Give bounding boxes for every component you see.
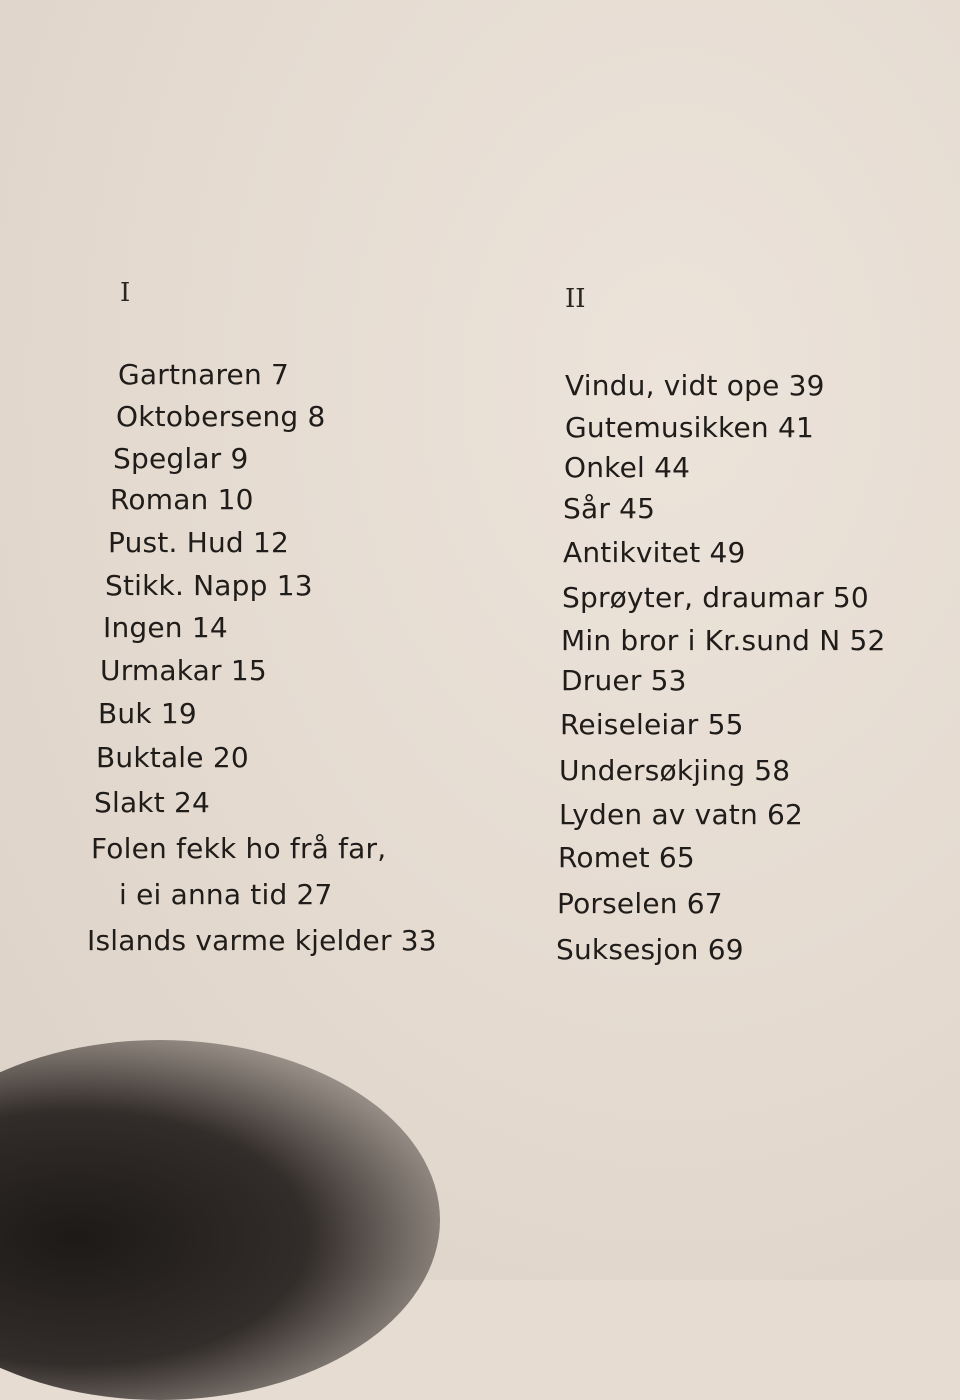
- toc-entry: Antikvitet 49: [563, 536, 746, 569]
- section-numeral-1: I: [120, 278, 131, 308]
- toc-entry: Romet 65: [558, 841, 695, 874]
- section-numeral-2: II: [565, 284, 586, 314]
- toc-entry: Suksesjon 69: [556, 933, 744, 966]
- toc-entry: Porselen 67: [557, 887, 723, 920]
- toc-entry: Druer 53: [561, 664, 687, 697]
- toc-entry: i ei anna tid 27: [119, 878, 333, 911]
- hand-shadow: [0, 1040, 440, 1400]
- toc-entry: Buk 19: [98, 697, 197, 730]
- toc-entry: Onkel 44: [564, 451, 691, 484]
- toc-entry: Sprøyter, draumar 50: [562, 581, 869, 614]
- toc-entry: Roman 10: [110, 483, 254, 516]
- toc-entry: Min bror i Kr.sund N 52: [561, 624, 886, 657]
- toc-entry: Folen fekk ho frå far,: [91, 832, 387, 865]
- toc-entry: Reiseleiar 55: [560, 708, 744, 741]
- toc-entry: Gutemusikken 41: [565, 411, 814, 444]
- toc-entry: Buktale 20: [96, 741, 249, 774]
- toc-entry: Stikk. Napp 13: [105, 569, 313, 602]
- toc-entry: Undersøkjing 58: [559, 754, 791, 787]
- toc-entry: Pust. Hud 12: [108, 526, 290, 559]
- toc-entry: Oktoberseng 8: [116, 400, 326, 433]
- toc-entry: Lyden av vatn 62: [559, 798, 804, 831]
- toc-entry: Islands varme kjelder 33: [87, 924, 437, 957]
- toc-entry: Urmakar 15: [100, 654, 267, 687]
- toc-entry: Slakt 24: [94, 786, 211, 819]
- toc-entry: Sår 45: [563, 492, 656, 525]
- toc-entry: Ingen 14: [103, 611, 228, 644]
- toc-entry: Gartnaren 7: [118, 358, 290, 391]
- toc-entry: Vindu, vidt ope 39: [565, 369, 825, 402]
- toc-entry: Speglar 9: [113, 442, 249, 475]
